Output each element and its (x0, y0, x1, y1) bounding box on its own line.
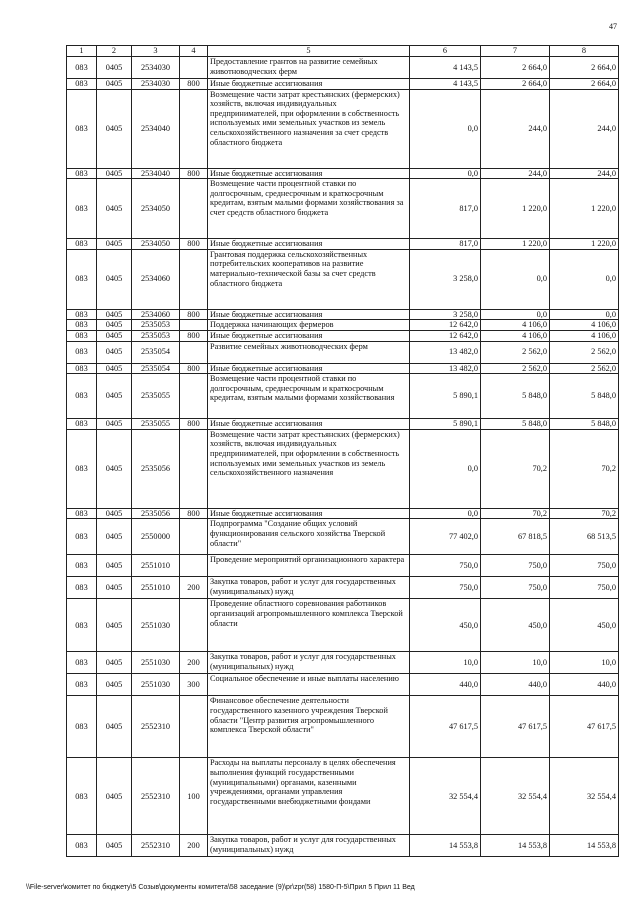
table-row (67, 179, 619, 239)
section-code-cell: 0405 (97, 363, 132, 374)
ministry-code-cell: 083 (67, 577, 97, 599)
description-cell: Предоставление грантов на развитие семейных животноводческих ферм (208, 57, 410, 79)
target-item-code-cell: 2534050 (132, 239, 180, 250)
amount-col7-cell: 47 617,5 (481, 696, 550, 758)
amount-col6-cell: 77 402,0 (410, 519, 481, 555)
section-code-cell: 0405 (97, 758, 132, 835)
amount-col7-cell: 2 664,0 (481, 79, 550, 90)
target-item-code-cell: 2535054 (132, 341, 180, 363)
ministry-code-cell: 083 (67, 363, 97, 374)
expense-type-cell (180, 374, 208, 419)
section-code-cell: 0405 (97, 599, 132, 652)
page-number: 47 (609, 22, 617, 31)
target-item-code-cell: 2551030 (132, 652, 180, 674)
amount-col8-cell: 4 106,0 (550, 330, 619, 341)
section-code-cell: 0405 (97, 577, 132, 599)
description-cell: Социальное обеспечение и иные выплаты населению (208, 674, 410, 696)
amount-col8-cell: 244,0 (550, 168, 619, 179)
expense-type-cell: 800 (180, 330, 208, 341)
ministry-code-cell: 083 (67, 89, 97, 168)
amount-col6-cell: 47 617,5 (410, 696, 481, 758)
ministry-code-cell: 083 (67, 508, 97, 519)
description-cell: Закупка товаров, работ и услуг для государственных (муниципальных) нужд (208, 652, 410, 674)
target-item-code-cell: 2534060 (132, 309, 180, 320)
amount-col8-cell: 5 848,0 (550, 374, 619, 419)
expense-type-cell (180, 249, 208, 309)
expense-type-cell: 800 (180, 363, 208, 374)
amount-col6-cell: 12 642,0 (410, 320, 481, 331)
col-header: 8 (550, 46, 619, 57)
section-code-cell: 0405 (97, 179, 132, 239)
expense-type-cell (180, 341, 208, 363)
amount-col6-cell: 750,0 (410, 577, 481, 599)
target-item-code-cell: 2535053 (132, 330, 180, 341)
amount-col6-cell: 14 553,8 (410, 835, 481, 857)
description-cell: Финансовое обеспечение деятельности государственного казенного учреждения Тверской области "Центр развития агропромышленного комплекса Тверской области" (208, 696, 410, 758)
table-row (67, 429, 619, 508)
section-code-cell: 0405 (97, 309, 132, 320)
budget-table (66, 45, 619, 857)
amount-col7-cell: 2 562,0 (481, 341, 550, 363)
section-code-cell: 0405 (97, 79, 132, 90)
target-item-code-cell: 2535054 (132, 363, 180, 374)
amount-col8-cell: 2 664,0 (550, 79, 619, 90)
section-code-cell: 0405 (97, 519, 132, 555)
description-cell: Проведение мероприятий организационного характера (208, 555, 410, 577)
target-item-code-cell: 2550000 (132, 519, 180, 555)
amount-col6-cell: 0,0 (410, 508, 481, 519)
amount-col6-cell: 3 258,0 (410, 309, 481, 320)
table-row (67, 508, 619, 519)
table-row (67, 239, 619, 250)
table-row (67, 89, 619, 168)
amount-col7-cell: 750,0 (481, 555, 550, 577)
description-cell: Грантовая поддержка сельскохозяйственных потребительских кооперативов на развитие материально-технической базы за счет средств областного бюджета (208, 249, 410, 309)
amount-col7-cell: 1 220,0 (481, 179, 550, 239)
amount-col7-cell: 4 106,0 (481, 320, 550, 331)
table-row (67, 577, 619, 599)
ministry-code-cell: 083 (67, 239, 97, 250)
description-cell: Иные бюджетные ассигнования (208, 309, 410, 320)
target-item-code-cell: 2534050 (132, 179, 180, 239)
expense-type-cell: 800 (180, 419, 208, 430)
amount-col6-cell: 0,0 (410, 89, 481, 168)
amount-col8-cell: 70,2 (550, 508, 619, 519)
expense-type-cell: 800 (180, 79, 208, 90)
amount-col7-cell: 1 220,0 (481, 239, 550, 250)
description-cell: Иные бюджетные ассигнования (208, 168, 410, 179)
amount-col6-cell: 450,0 (410, 599, 481, 652)
ministry-code-cell: 083 (67, 79, 97, 90)
amount-col8-cell: 5 848,0 (550, 419, 619, 430)
target-item-code-cell: 2534040 (132, 89, 180, 168)
expense-type-cell: 800 (180, 309, 208, 320)
table-row (67, 599, 619, 652)
expense-type-cell (180, 555, 208, 577)
col-header: 3 (132, 46, 180, 57)
table-row (67, 168, 619, 179)
description-cell: Развитие семейных животноводческих ферм (208, 341, 410, 363)
ministry-code-cell: 083 (67, 519, 97, 555)
amount-col8-cell: 0,0 (550, 249, 619, 309)
section-code-cell: 0405 (97, 696, 132, 758)
amount-col8-cell: 450,0 (550, 599, 619, 652)
description-cell: Иные бюджетные ассигнования (208, 239, 410, 250)
col-header: 4 (180, 46, 208, 57)
amount-col6-cell: 12 642,0 (410, 330, 481, 341)
amount-col6-cell: 817,0 (410, 179, 481, 239)
amount-col8-cell: 750,0 (550, 555, 619, 577)
target-item-code-cell: 2552310 (132, 835, 180, 857)
expense-type-cell (180, 320, 208, 331)
col-header: 1 (67, 46, 97, 57)
footer-file-path: \\File-server\комитет по бюджету\5 Созыв\документы комитета\58 заседание (9)\pr\zpr(58) 1580-П-5\Прил 5 Прил 11 Вед (26, 884, 415, 891)
expense-type-cell: 800 (180, 168, 208, 179)
amount-col8-cell: 750,0 (550, 577, 619, 599)
amount-col8-cell: 440,0 (550, 674, 619, 696)
table-row (67, 330, 619, 341)
description-cell: Возмещение части процентной ставки по долгосрочным, среднесрочным и краткосрочным кредитам, взятым малыми формами хозяйствования (208, 374, 410, 419)
section-code-cell: 0405 (97, 57, 132, 79)
table-row (67, 419, 619, 430)
table-row (67, 555, 619, 577)
ministry-code-cell: 083 (67, 652, 97, 674)
amount-col7-cell: 5 848,0 (481, 374, 550, 419)
amount-col8-cell: 2 562,0 (550, 363, 619, 374)
amount-col8-cell: 244,0 (550, 89, 619, 168)
amount-col8-cell: 2 664,0 (550, 57, 619, 79)
expense-type-cell (180, 429, 208, 508)
amount-col7-cell: 5 848,0 (481, 419, 550, 430)
description-cell: Иные бюджетные ассигнования (208, 363, 410, 374)
description-cell: Подпрограмма "Создание общих условий функционирования сельского хозяйства Тверской области" (208, 519, 410, 555)
col-header: 2 (97, 46, 132, 57)
expense-type-cell: 800 (180, 508, 208, 519)
expense-type-cell: 800 (180, 239, 208, 250)
table-row (67, 652, 619, 674)
ministry-code-cell: 083 (67, 179, 97, 239)
section-code-cell: 0405 (97, 419, 132, 430)
amount-col7-cell: 244,0 (481, 168, 550, 179)
section-code-cell: 0405 (97, 652, 132, 674)
section-code-cell: 0405 (97, 320, 132, 331)
target-item-code-cell: 2534040 (132, 168, 180, 179)
table-row (67, 341, 619, 363)
section-code-cell: 0405 (97, 249, 132, 309)
section-code-cell: 0405 (97, 674, 132, 696)
amount-col7-cell: 440,0 (481, 674, 550, 696)
expense-type-cell: 300 (180, 674, 208, 696)
section-code-cell: 0405 (97, 835, 132, 857)
expense-type-cell: 200 (180, 577, 208, 599)
amount-col6-cell: 440,0 (410, 674, 481, 696)
table-row (67, 363, 619, 374)
amount-col6-cell: 0,0 (410, 168, 481, 179)
target-item-code-cell: 2551010 (132, 577, 180, 599)
expense-type-cell: 200 (180, 652, 208, 674)
table-row (67, 57, 619, 79)
ministry-code-cell: 083 (67, 419, 97, 430)
amount-col6-cell: 817,0 (410, 239, 481, 250)
description-cell: Иные бюджетные ассигнования (208, 79, 410, 90)
amount-col8-cell: 70,2 (550, 429, 619, 508)
table-row (67, 519, 619, 555)
amount-col6-cell: 4 143,5 (410, 79, 481, 90)
table-row (67, 320, 619, 331)
ministry-code-cell: 083 (67, 309, 97, 320)
amount-col6-cell: 3 258,0 (410, 249, 481, 309)
target-item-code-cell: 2552310 (132, 758, 180, 835)
ministry-code-cell: 083 (67, 320, 97, 331)
table-row (67, 674, 619, 696)
expense-type-cell (180, 57, 208, 79)
amount-col7-cell: 450,0 (481, 599, 550, 652)
ministry-code-cell: 083 (67, 599, 97, 652)
target-item-code-cell: 2535056 (132, 508, 180, 519)
target-item-code-cell: 2535056 (132, 429, 180, 508)
amount-col8-cell: 68 513,5 (550, 519, 619, 555)
amount-col7-cell: 4 106,0 (481, 330, 550, 341)
table-row (67, 309, 619, 320)
amount-col6-cell: 0,0 (410, 429, 481, 508)
description-cell: Возмещение части затрат крестьянских (фермерских) хозяйств, включая индивидуальных предпринимателей, при оформлении в собственность используемых ими земельных участков из земель сельскохозяйственного назначения за счет средств областного бюджета (208, 89, 410, 168)
amount-col8-cell: 10,0 (550, 652, 619, 674)
ministry-code-cell: 083 (67, 674, 97, 696)
target-item-code-cell: 2552310 (132, 696, 180, 758)
table-row (67, 696, 619, 758)
description-cell: Проведение областного соревнования работников организаций агропромышленного комплекса Тверской области (208, 599, 410, 652)
description-cell: Закупка товаров, работ и услуг для государственных (муниципальных) нужд (208, 835, 410, 857)
amount-col6-cell: 4 143,5 (410, 57, 481, 79)
ministry-code-cell: 083 (67, 758, 97, 835)
description-cell: Иные бюджетные ассигнования (208, 508, 410, 519)
amount-col7-cell: 14 553,8 (481, 835, 550, 857)
amount-col6-cell: 10,0 (410, 652, 481, 674)
target-item-code-cell: 2534060 (132, 249, 180, 309)
amount-col7-cell: 70,2 (481, 508, 550, 519)
amount-col8-cell: 2 562,0 (550, 341, 619, 363)
col-header: 7 (481, 46, 550, 57)
table-row (67, 79, 619, 90)
ministry-code-cell: 083 (67, 57, 97, 79)
expense-type-cell: 200 (180, 835, 208, 857)
section-code-cell: 0405 (97, 429, 132, 508)
amount-col7-cell: 2 664,0 (481, 57, 550, 79)
ministry-code-cell: 083 (67, 330, 97, 341)
amount-col7-cell: 0,0 (481, 249, 550, 309)
col-header: 5 (208, 46, 410, 57)
ministry-code-cell: 083 (67, 696, 97, 758)
section-code-cell: 0405 (97, 508, 132, 519)
description-cell: Поддержка начинающих фермеров (208, 320, 410, 331)
ministry-code-cell: 083 (67, 429, 97, 508)
amount-col7-cell: 10,0 (481, 652, 550, 674)
section-code-cell: 0405 (97, 89, 132, 168)
expense-type-cell (180, 89, 208, 168)
target-item-code-cell: 2551030 (132, 674, 180, 696)
expense-type-cell (180, 696, 208, 758)
amount-col8-cell: 14 553,8 (550, 835, 619, 857)
amount-col7-cell: 750,0 (481, 577, 550, 599)
ministry-code-cell: 083 (67, 555, 97, 577)
target-item-code-cell: 2535055 (132, 374, 180, 419)
amount-col8-cell: 32 554,4 (550, 758, 619, 835)
amount-col7-cell: 2 562,0 (481, 363, 550, 374)
amount-col6-cell: 32 554,4 (410, 758, 481, 835)
description-cell: Закупка товаров, работ и услуг для государственных (муниципальных) нужд (208, 577, 410, 599)
description-cell: Иные бюджетные ассигнования (208, 419, 410, 430)
target-item-code-cell: 2534030 (132, 57, 180, 79)
ministry-code-cell: 083 (67, 341, 97, 363)
section-code-cell: 0405 (97, 374, 132, 419)
amount-col7-cell: 67 818,5 (481, 519, 550, 555)
amount-col8-cell: 0,0 (550, 309, 619, 320)
amount-col8-cell: 47 617,5 (550, 696, 619, 758)
expense-type-cell (180, 599, 208, 652)
col-header: 6 (410, 46, 481, 57)
target-item-code-cell: 2535055 (132, 419, 180, 430)
expense-type-cell: 100 (180, 758, 208, 835)
header-row (67, 46, 619, 57)
amount-col8-cell: 4 106,0 (550, 320, 619, 331)
amount-col6-cell: 750,0 (410, 555, 481, 577)
target-item-code-cell: 2551030 (132, 599, 180, 652)
target-item-code-cell: 2534030 (132, 79, 180, 90)
target-item-code-cell: 2551010 (132, 555, 180, 577)
section-code-cell: 0405 (97, 239, 132, 250)
amount-col6-cell: 13 482,0 (410, 363, 481, 374)
amount-col6-cell: 5 890,1 (410, 374, 481, 419)
description-cell: Возмещение части затрат крестьянских (фермерских) хозяйств, включая индивидуальных предпринимателей, при оформлении в собственность используемых ими земельных участков из земель сельскохозяйственного назначения (208, 429, 410, 508)
target-item-code-cell: 2535053 (132, 320, 180, 331)
amount-col6-cell: 5 890,1 (410, 419, 481, 430)
amount-col7-cell: 0,0 (481, 309, 550, 320)
amount-col7-cell: 32 554,4 (481, 758, 550, 835)
section-code-cell: 0405 (97, 555, 132, 577)
section-code-cell: 0405 (97, 168, 132, 179)
table-row (67, 249, 619, 309)
description-cell: Возмещение части процентной ставки по долгосрочным, среднесрочным и краткосрочным кредитам, взятым малыми формами хозяйствования за счет средств областного бюджета (208, 179, 410, 239)
ministry-code-cell: 083 (67, 374, 97, 419)
section-code-cell: 0405 (97, 330, 132, 341)
ministry-code-cell: 083 (67, 835, 97, 857)
amount-col7-cell: 244,0 (481, 89, 550, 168)
description-cell: Расходы на выплаты персоналу в целях обеспечения выполнения функций государственными (муниципальными) органами, казенными учреждениями, органами управления государственными внебюджетными фондами (208, 758, 410, 835)
ministry-code-cell: 083 (67, 168, 97, 179)
section-code-cell: 0405 (97, 341, 132, 363)
amount-col8-cell: 1 220,0 (550, 179, 619, 239)
table-row (67, 758, 619, 835)
amount-col8-cell: 1 220,0 (550, 239, 619, 250)
expense-type-cell (180, 179, 208, 239)
table-row (67, 374, 619, 419)
ministry-code-cell: 083 (67, 249, 97, 309)
table-row (67, 835, 619, 857)
expense-type-cell (180, 519, 208, 555)
amount-col6-cell: 13 482,0 (410, 341, 481, 363)
amount-col7-cell: 70,2 (481, 429, 550, 508)
description-cell: Иные бюджетные ассигнования (208, 330, 410, 341)
